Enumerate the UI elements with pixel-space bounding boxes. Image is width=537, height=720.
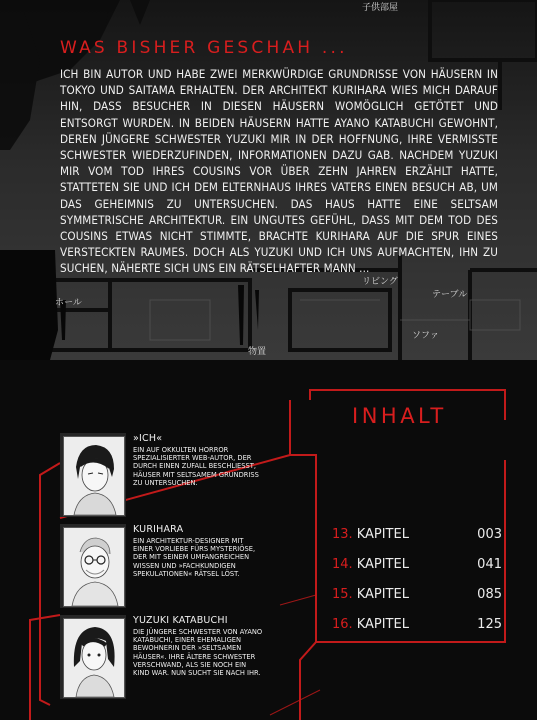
floorplan-label-closet: 物置 — [248, 347, 267, 357]
character-name: »ICH« — [133, 433, 163, 444]
floorplan-label-sofa: ソファ — [412, 331, 439, 341]
chapter-number: 13. — [332, 527, 353, 542]
chapter-number: 15. — [332, 587, 353, 602]
floorplan-label-living: リビング — [362, 277, 398, 287]
character-portrait — [63, 618, 125, 698]
toc-row[interactable] — [332, 587, 502, 607]
portrait-illustration — [64, 528, 124, 606]
floorplan-label-hall: ホール — [55, 298, 82, 308]
chapter-label: KAPITEL — [356, 557, 409, 572]
character-portrait — [63, 527, 125, 607]
floorplan-label-table: テーブル — [432, 290, 468, 300]
chapter-page: 003 — [477, 527, 502, 542]
character-entry — [60, 524, 270, 610]
portrait-illustration — [64, 619, 124, 697]
contents-panel — [0, 360, 537, 720]
chapter-label: KAPITEL — [356, 617, 409, 632]
character-description: EIN ARCHITEKTUR-DESIGNER MIT EINER VORLIEBE FÜRS MYSTERIÖSE, DER MIT SEINEM UMFANGREICHEN WISSEN UND »FACHKUNDIGEN SPEKULATIONEN« RÄTSEL LÖST. — [133, 537, 256, 578]
toc-row[interactable] — [332, 527, 502, 547]
character-description: DIE JÜNGERE SCHWESTER VON AYANO KATABUCHI, EINER EHEMALIGEN BEWOHNERIN DER »SELTSAMEN HÄUSER«. IHRE ÄLTERE SCHWESTER VERSCHWAND, ALS SIE NOCH EIN KIND WAR. NUN SUCHT SIE NACH IHR. — [133, 628, 263, 678]
toc-row[interactable] — [332, 617, 502, 637]
floorplan-label-top: 子供部屋 — [362, 3, 399, 13]
character-entry — [60, 433, 270, 519]
chapter-number: 16. — [332, 617, 353, 632]
character-name: KURIHARA — [133, 524, 184, 535]
character-description: EIN AUF OKKULTEN HORROR SPEZIALISIERTER WEB-AUTOR, DER DURCH EINEN ZUFALL BESCHLIESST, HÄUSER MIT SELTSAMEM GRUNDRISS ZU UNTERSUCHEN. — [133, 446, 259, 487]
character-portrait — [63, 436, 125, 516]
toc-title: INHALT — [352, 404, 447, 428]
chapter-page: 041 — [477, 557, 502, 572]
portrait-illustration — [64, 437, 124, 515]
character-entry — [60, 615, 270, 715]
recap-title: WAS BISHER GESCHAH ... — [60, 38, 348, 58]
recap-text: ICH BIN AUTOR UND HABE ZWEI MERKWÜRDIGE GRUNDRISSE VON HÄUSERN IN TOKYO UND SAITAMA ERHALTEN. DER ARCHITEKT KURIHARA WIES MICH DARAUF HIN, DASS BESUCHER IN DIESEN HÄUSERN WOMÖGLICH GETÖTET UND ENTSORGT WURDEN. IN BEIDEN HÄUSERN HATTE AYANO KATABUCHI GEWOHNT, DEREN JÜNGERE SCHWESTER YUZUKI MIR IN DER HOFFNUNG, IHRE VERMISSTE SCHWESTER WIEDERZUFINDEN, INFORMATIONEN DAZU GAB. NACHDEM YUZUKI MIR VOM TOD IHRES COUSINS VOR ÜBER ZEHN JAHREN ERZÄHLT HATTE, STATTETEN SIE UND ICH DEM ELTERNHAUS IHRES VATERS EINEN BESUCH AB, UM DAS GEHEIMNIS ZU UNTERSUCHEN. DAS HAUS HATTE EINE SELTSAM SYMMETRISCHE ARCHITEKTUR. EIN UNGUTES GEFÜHL, DASS MIT DEM TOD DES COUSINS ETWAS NICHT STIMMTE, BRACHTE KURIHARA AUF DIE SPUR EINES VERSTECKTEN RAUMES. DOCH ALS YUZUKI UND ICH UNS AUFMACHTEN, IHN ZU SUCHEN, NÄHERTE SICH UNS EIN RÄTSELHAFTER MANN ... — [60, 67, 498, 276]
character-name: YUZUKI KATABUCHI — [133, 615, 228, 626]
chapter-page: 085 — [477, 587, 502, 602]
chapter-label: KAPITEL — [356, 587, 409, 602]
toc-row[interactable] — [332, 557, 502, 577]
chapter-number: 14. — [332, 557, 353, 572]
chapter-page: 125 — [477, 617, 502, 632]
chapter-label: KAPITEL — [356, 527, 409, 542]
